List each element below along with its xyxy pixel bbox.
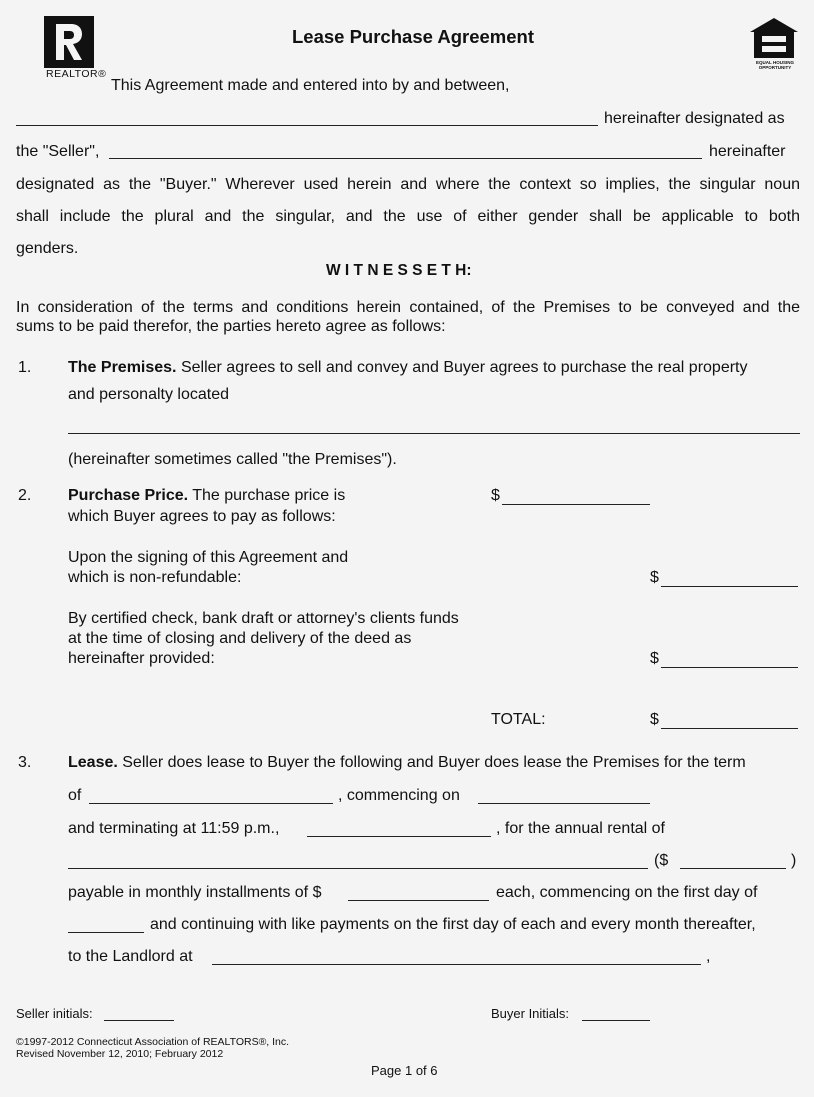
closing-text-3: hereinafter provided: (68, 650, 215, 667)
premises-text: Seller agrees to sell and convey and Buyer agrees to purchase the real property (176, 359, 748, 376)
page-title: Lease Purchase Agreement (292, 26, 534, 47)
premises-clause (68, 359, 748, 377)
monthly-label: payable in monthly installments of $ (68, 884, 322, 901)
continuing-text: and continuing with like payments on the first day of each and every month thereafter, (150, 916, 756, 933)
lease-heading: Lease. (68, 754, 118, 771)
seller-name-field[interactable] (16, 125, 598, 126)
dollar-sign: $ (650, 650, 659, 667)
intro-paragraph-line: shall include the plural and the singular, and the use of either gender shall be applicable to both (16, 208, 800, 225)
equal-housing-logo (748, 16, 800, 68)
dollar-sign: $ (650, 569, 659, 586)
buyer-designation: hereinafter (709, 143, 786, 160)
each-commencing-label: each, commencing on the first day of (496, 884, 758, 901)
section-number: 1. (18, 359, 32, 376)
realtor-r-icon (53, 22, 85, 62)
lease-clause (68, 754, 746, 772)
paren-open: ($ (654, 852, 669, 869)
trailing-comma: , (706, 948, 711, 965)
total-label: TOTAL: (491, 711, 546, 728)
equal-housing-label: EQUAL HOUSING OPPORTUNITY (756, 60, 794, 70)
seller-label: the "Seller", (16, 143, 100, 160)
equal-housing-house-icon (748, 16, 800, 60)
seller-initials-field[interactable] (104, 1020, 174, 1021)
revised-text: Revised November 12, 2010; February 2012 (16, 1048, 224, 1060)
buyer-initials-label: Buyer Initials: (491, 1006, 570, 1021)
premises-location-field[interactable] (68, 433, 800, 434)
annual-rental-words-field[interactable] (68, 868, 648, 869)
signing-text: Upon the signing of this Agreement and (68, 549, 349, 566)
seller-designation: hereinafter designated as (604, 110, 785, 127)
consideration-line: sums to be paid therefor, the parties hereto agree as follows: (16, 318, 446, 335)
premises-text-2: and personalty located (68, 386, 229, 403)
landlord-address-field[interactable] (212, 964, 701, 965)
dollar-sign: $ (491, 487, 500, 504)
section-number: 2. (18, 487, 32, 504)
lease-text: Seller does lease to Buyer the following and Buyer does lease the Premises for the term (117, 754, 746, 771)
first-month-field[interactable] (68, 932, 144, 933)
premises-note: (hereinafter sometimes called "the Premises"). (68, 451, 397, 468)
signing-text-2: which is non-refundable: (68, 569, 242, 586)
closing-text-2: at the time of closing and delivery of the deed as (68, 630, 412, 647)
purchase-price-field[interactable] (502, 504, 650, 505)
closing-amount-field[interactable] (661, 667, 798, 668)
total-field[interactable] (661, 728, 798, 729)
intro-paragraph-line: genders. (16, 240, 79, 257)
realtor-logo (44, 16, 94, 68)
terminating-date-field[interactable] (307, 836, 491, 837)
term-of-label: of (68, 787, 82, 804)
annual-rental-amount-field[interactable] (680, 868, 786, 869)
terminating-label: and terminating at 11:59 p.m., (68, 820, 280, 837)
lease-term-field[interactable] (89, 803, 333, 804)
premises-heading: The Premises. (68, 359, 177, 376)
closing-text: By certified check, bank draft or attorney's clients funds (68, 610, 459, 627)
purchase-price-text: The purchase price is (188, 487, 346, 504)
witnesseth-heading: W I T N E S S E T H: (326, 262, 472, 279)
buyer-initials-field[interactable] (582, 1020, 650, 1021)
commencing-date-field[interactable] (478, 803, 650, 804)
consideration-line: In consideration of the terms and conditions herein contained, of the Premises to be conveyed and the (16, 299, 800, 316)
deposit-field[interactable] (661, 586, 798, 587)
monthly-amount-field[interactable] (348, 900, 489, 901)
dollar-sign: $ (650, 711, 659, 728)
copyright-text: ©1997-2012 Connecticut Association of REALTORS®, Inc. (16, 1036, 290, 1048)
realtor-label: REALTOR® (46, 68, 107, 80)
purchase-price-heading: Purchase Price. (68, 487, 189, 504)
page-number: Page 1 of 6 (371, 1063, 438, 1078)
commencing-label: , commencing on (338, 787, 460, 804)
buyer-name-field[interactable] (109, 158, 702, 159)
annual-rental-label: , for the annual rental of (496, 820, 665, 837)
section-number: 3. (18, 754, 32, 771)
intro-paragraph-line: designated as the "Buyer." Wherever used herein and where the context so implies, the singular noun (16, 176, 800, 193)
intro-line: This Agreement made and entered into by and between, (111, 77, 510, 94)
landlord-label: to the Landlord at (68, 948, 193, 965)
purchase-price-clause (68, 487, 345, 505)
paren-close: ) (791, 852, 797, 869)
seller-initials-label: Seller initials: (16, 1006, 93, 1021)
purchase-price-text-2: which Buyer agrees to pay as follows: (68, 508, 336, 525)
